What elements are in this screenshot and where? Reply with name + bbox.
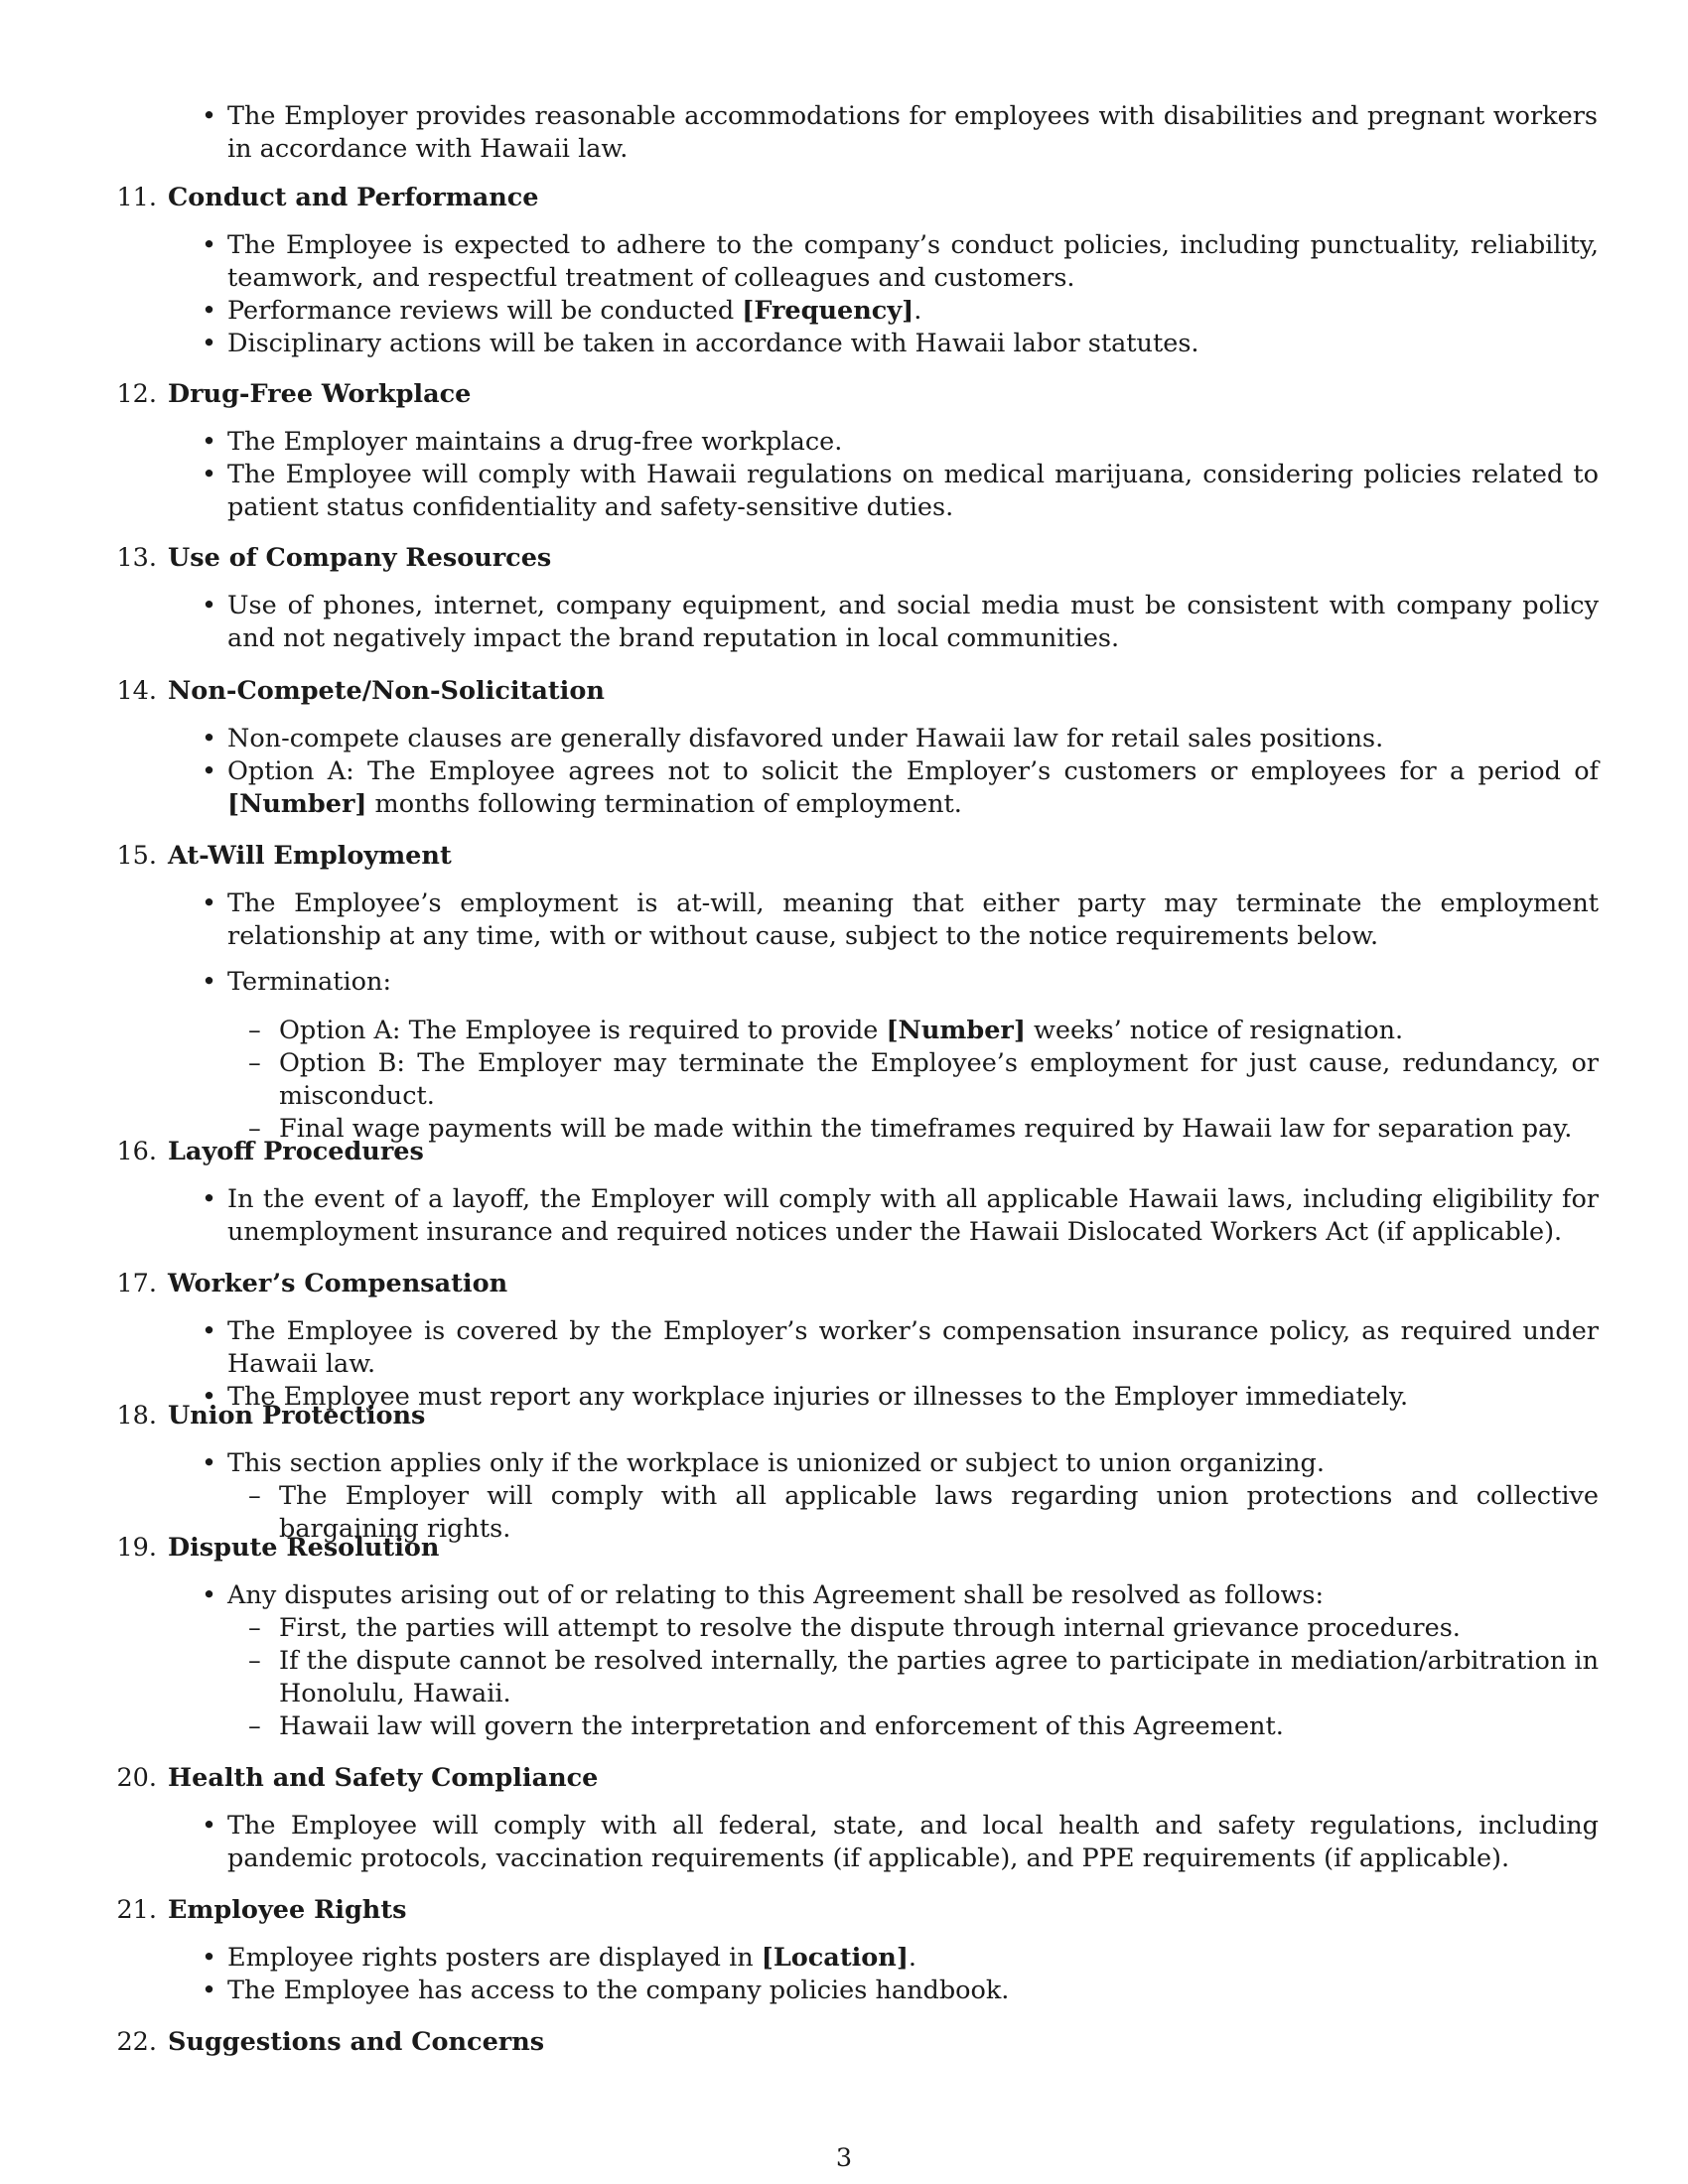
section-title: Suggestions and Concerns: [168, 2027, 545, 2057]
bullet-item: • The Employee is expected to adhere to the company’s conduct policies, including punctuality, reliability, teamwork, and respectful treatment of colleagues and customers.: [227, 229, 1599, 295]
bullet-item: • This section applies only if the workplace is unionized or subject to union organizing. – The Employer will comply with all applicable laws regarding union protections and collective bargaining rights.: [227, 1447, 1599, 1546]
section-22: [109, 2026, 1599, 2059]
bullet-item: • Termination: – Option A: The Employee is required to provide [Number] weeks’ notice of resignation. – Option B: The Employer may terminate the Employee’s employment for just cause, redundancy, or misconduct. – Final wage payments will be made within the timeframes required by Hawaii law for separation pay.: [227, 966, 1599, 1146]
section-title: Layoff Procedures: [168, 1137, 424, 1166]
section-number: 14.: [116, 676, 157, 706]
section-number: 20.: [116, 1763, 157, 1793]
section-number: 18.: [116, 1401, 157, 1431]
section-15: [109, 840, 1599, 1146]
sub-item: – Hawaii law will govern the interpretation and enforcement of this Agreement.: [279, 1710, 1599, 1743]
sub-item: – If the dispute cannot be resolved internally, the parties agree to participate in mediation/arbitration in Honolulu, Hawaii.: [279, 1645, 1599, 1710]
section-title: Union Protections: [168, 1401, 426, 1431]
intro-bullet: [227, 100, 1598, 166]
section-number: 22.: [116, 2027, 157, 2057]
section-number: 15.: [116, 841, 157, 871]
section-title: Use of Company Resources: [168, 543, 552, 573]
bullet-item: • Use of phones, internet, company equipment, and social media must be consistent with company policy and not negatively impact the brand reputation in local communities.: [227, 590, 1599, 655]
sub-item: – Option B: The Employer may terminate the Employee’s employment for just cause, redundancy, or misconduct.: [279, 1047, 1599, 1113]
bullet-item: • The Employee’s employment is at-will, meaning that either party may terminate the employment relationship at any time, with or without cause, subject to the notice requirements below.: [227, 887, 1599, 953]
bullet-item: • The Employee is covered by the Employer’s worker’s compensation insurance policy, as required under Hawaii law.: [227, 1315, 1599, 1381]
bullet-item: • The Employee will comply with Hawaii regulations on medical marijuana, considering policies related to patient status confidentiality and safety-sensitive duties.: [227, 459, 1599, 524]
placeholder-field: [Frequency]: [742, 296, 914, 326]
section-title: Non-Compete/Non-Solicitation: [168, 676, 605, 706]
section-number: 16.: [116, 1137, 157, 1166]
section-title: Health and Safety Compliance: [168, 1763, 599, 1793]
placeholder-field: [Location]: [761, 1943, 909, 1973]
section-number: 21.: [116, 1895, 157, 1925]
section-number: 17.: [116, 1269, 157, 1298]
bullet-item: • The Employee must report any workplace injuries or illnesses to the Employer immediately.: [227, 1381, 1599, 1414]
bullet-item: • Employee rights posters are displayed in [Location].: [227, 1942, 1599, 1975]
section-20: [109, 1762, 1599, 1875]
section-19: [109, 1532, 1599, 1743]
section-16: [109, 1136, 1599, 1249]
section-title: Dispute Resolution: [168, 1533, 440, 1563]
section-title: Employee Rights: [168, 1895, 407, 1925]
bullet-item: • The Employee will comply with all federal, state, and local health and safety regulations, including pandemic protocols, vaccination requirements (if applicable), and PPE requirements (if applicable).: [227, 1810, 1599, 1875]
section-title: Conduct and Performance: [168, 183, 539, 212]
placeholder-field: [Number]: [227, 789, 367, 819]
sub-item: – First, the parties will attempt to resolve the dispute through internal grievance procedures.: [279, 1612, 1599, 1645]
section-number: 19.: [116, 1533, 157, 1563]
section-number: 11.: [116, 183, 157, 212]
section-title: At-Will Employment: [168, 841, 452, 871]
bullet-item: • The Employer maintains a drug-free workplace.: [227, 426, 1599, 459]
section-title: Worker’s Compensation: [168, 1269, 508, 1298]
section-13: [109, 542, 1599, 655]
section-number: 12.: [116, 379, 157, 409]
section-number: 13.: [116, 543, 157, 573]
section-21: [109, 1894, 1599, 2007]
section-12: [109, 378, 1599, 524]
bullet-item: • Non-compete clauses are generally disfavored under Hawaii law for retail sales positions.: [227, 723, 1599, 755]
bullet-item: • Any disputes arising out of or relating to this Agreement shall be resolved as follows: – First, the parties will attempt to resolve the dispute through internal grievance procedures. – If the dispute cannot be resolved internally, the parties agree to participate in mediation/arbitration in Honolulu, Hawaii. – Hawaii law will govern the interpretation and enforcement of this Agreement.: [227, 1579, 1599, 1743]
sub-item: – Option A: The Employee is required to provide [Number] weeks’ notice of resignation.: [279, 1015, 1599, 1047]
section-14: [109, 675, 1599, 821]
section-title: Drug-Free Workplace: [168, 379, 472, 409]
bullet-item: • In the event of a layoff, the Employer will comply with all applicable Hawaii laws, including eligibility for unemployment insurance and required notices under the Hawaii Dislocated Workers Act (if applicable).: [227, 1183, 1599, 1249]
bullet-item: • Option A: The Employee agrees not to solicit the Employer’s customers or employees for a period of [Number] months following termination of employment.: [227, 755, 1599, 821]
page-number: 3: [835, 2143, 853, 2173]
bullet-item: • Performance reviews will be conducted [Frequency].: [227, 295, 1599, 328]
bullet-item: • The Employer provides reasonable accommodations for employees with disabilities and pregnant workers in accordance with Hawaii law.: [227, 100, 1598, 166]
sub-item: – The Employer will comply with all applicable laws regarding union protections and collective bargaining rights.: [279, 1480, 1599, 1546]
placeholder-field: [Number]: [886, 1016, 1026, 1045]
section-17: [109, 1268, 1599, 1414]
bullet-item: • Disciplinary actions will be taken in accordance with Hawaii labor statutes.: [227, 328, 1599, 360]
section-11: [109, 182, 1599, 360]
bullet-item: • The Employee has access to the company policies handbook.: [227, 1975, 1599, 2007]
sub-item: – Final wage payments will be made within the timeframes required by Hawaii law for separation pay.: [279, 1113, 1599, 1146]
section-18: [109, 1400, 1599, 1546]
